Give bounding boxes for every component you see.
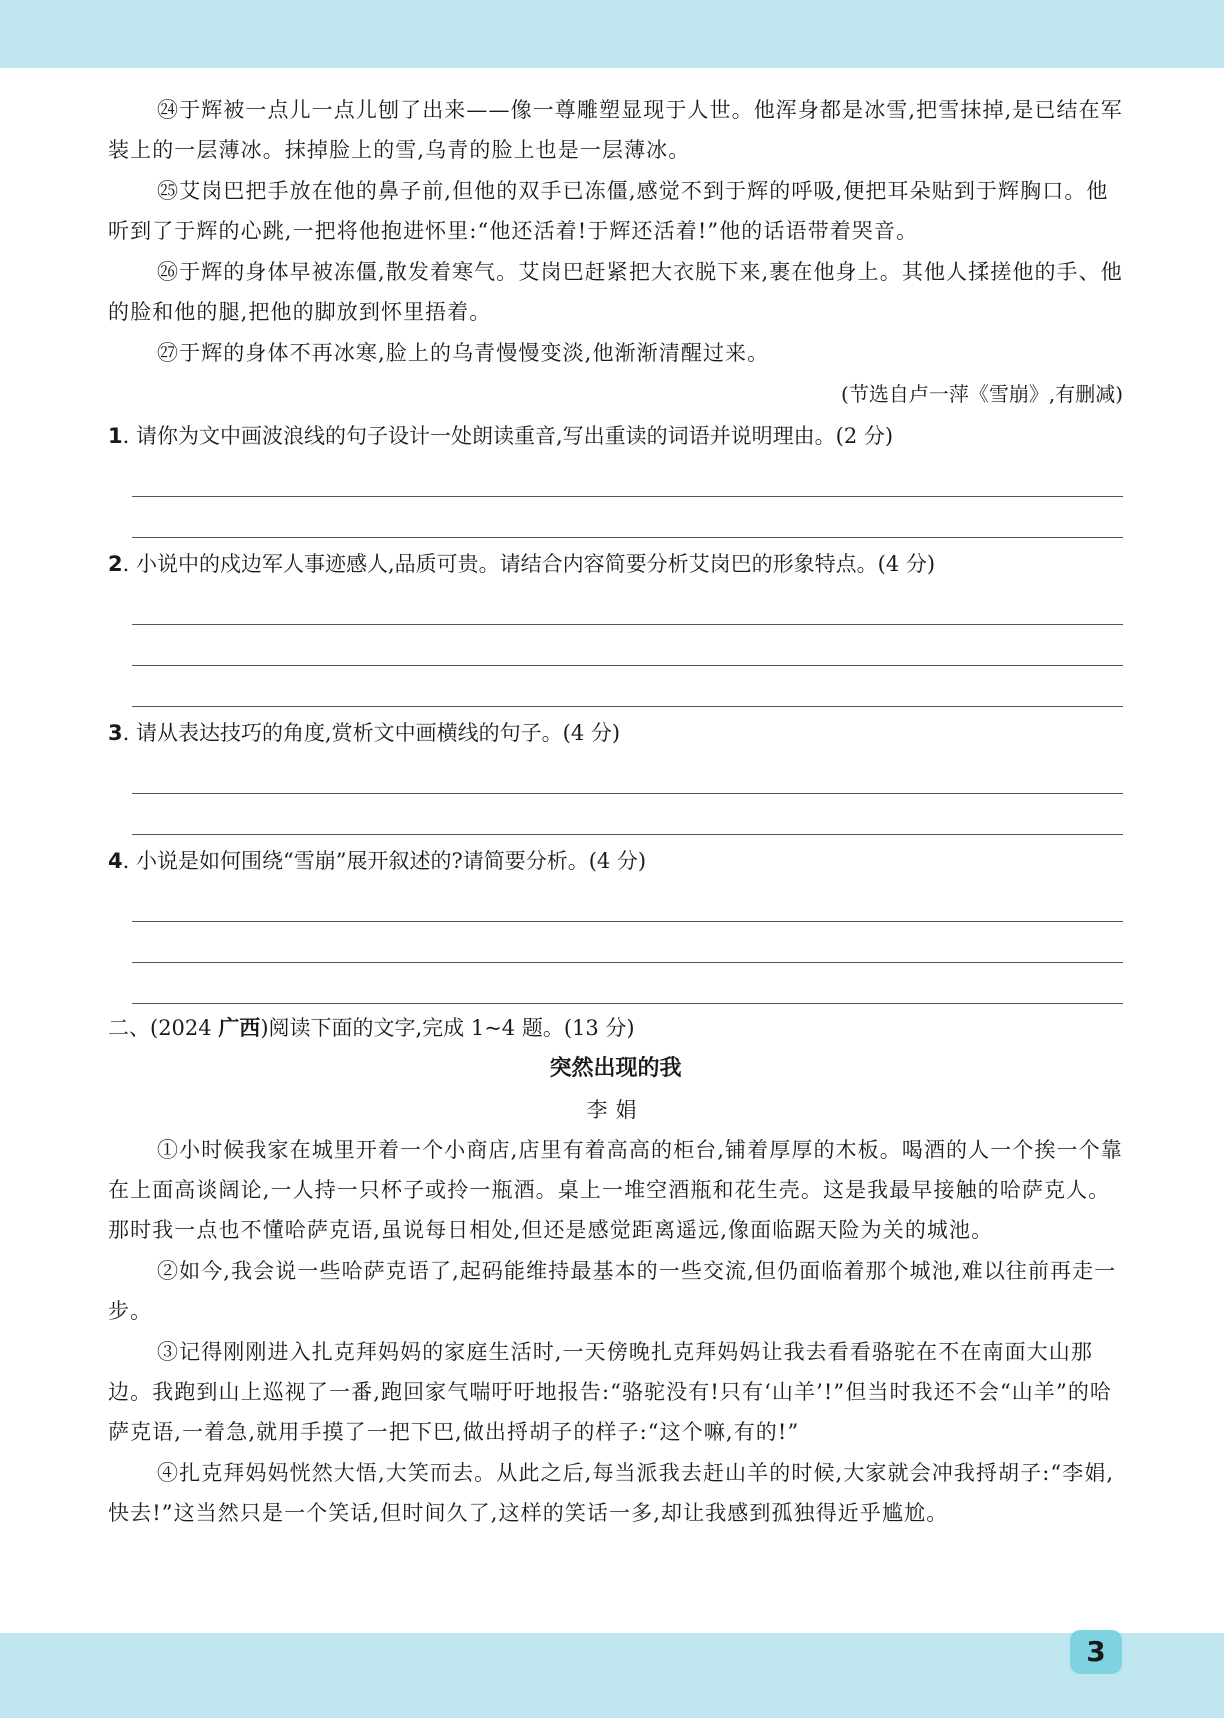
answer-line[interactable] xyxy=(132,794,1123,835)
question-number: 4 xyxy=(108,849,123,873)
page-content xyxy=(108,90,1123,1534)
answer-line[interactable] xyxy=(132,963,1123,1004)
question-number: 2 xyxy=(108,552,123,576)
answer-line[interactable] xyxy=(132,497,1123,538)
bottom-band xyxy=(0,1633,1224,1718)
article-author: 李娟 xyxy=(586,1098,645,1122)
passage1-paragraph: ㉔于辉被一点儿一点儿刨了出来——像一尊雕塑显现于人世。他浑身都是冰雪,把雪抹掉,是已结在军装上的一层薄冰。抹掉脸上的雪,乌青的脸上也是一层薄冰。 xyxy=(108,98,1123,162)
article-paragraph: ③记得刚刚进入扎克拜妈妈的家庭生活时,一天傍晚扎克拜妈妈让我去看看骆驼在不在南面大山那边。我跑到山上巡视了一番,跑回家气喘吁吁地报告:“骆驼没有!只有‘山羊’!”但当时我还不会“山羊”的哈萨克语,一着急,就用手摸了一把下巴,做出捋胡子的样子:“这个嘛,有的!” xyxy=(108,1340,1113,1444)
article-paragraph: ①小时候我家在城里开着一个小商店,店里有着高高的柜台,铺着厚厚的木板。喝酒的人一个挨一个靠在上面高谈阔论,一人持一只杯子或拎一瓶酒。桌上一堆空酒瓶和花生壳。这是我最早接触的哈萨克人。那时我一点也不懂哈萨克语,虽说每日相处,但还是感觉距离遥远,像面临踞天险为关的城池。 xyxy=(108,1138,1123,1242)
source-note: (节选自卢一萍《雪崩》,有删减) xyxy=(841,382,1123,406)
answer-line[interactable] xyxy=(132,881,1123,922)
passage1-paragraph: ㉖于辉的身体早被冻僵,散发着寒气。艾岗巴赶紧把大衣脱下来,裹在他身上。其他人揉搓他的手、他的脸和他的腿,把他的脚放到怀里捂着。 xyxy=(108,260,1123,324)
question-text: . 小说中的戍边军人事迹感人,品质可贵。请结合内容简要分析艾岗巴的形象特点。(4 分) xyxy=(122,552,936,576)
answer-line[interactable] xyxy=(132,625,1123,666)
question-number: 3 xyxy=(108,721,123,745)
passage1-paragraph: ㉗于辉的身体不再冰寒,脸上的乌青慢慢变淡,他渐渐清醒过来。 xyxy=(157,341,770,365)
section-2-heading xyxy=(108,1008,1123,1048)
passage1-paragraph: ㉕艾岗巴把手放在他的鼻子前,但他的双手已冻僵,感觉不到于辉的呼吸,便把耳朵贴到于辉胸口。他听到了于辉的心跳,一把将他抱进怀里:“他还活着!于辉还活着!”他的话语带着哭音。 xyxy=(108,179,1109,243)
question-1 xyxy=(108,414,1123,456)
question-text: . 小说是如何围绕“雪崩”展开叙述的?请简要分析。(4 分) xyxy=(122,849,647,873)
article-paragraph: ④扎克拜妈妈恍然大悟,大笑而去。从此之后,每当派我去赶山羊的时候,大家就会冲我捋胡子:“李娟,快去!”这当然只是一个笑话,但时间久了,这样的笑话一多,却让我感到孤独得近乎尴尬。 xyxy=(108,1461,1115,1525)
page-number: 3 xyxy=(1070,1630,1122,1674)
answer-line[interactable] xyxy=(132,584,1123,625)
answer-line[interactable] xyxy=(132,753,1123,794)
section-2-region: 广西 xyxy=(218,1016,261,1040)
section-2-suffix: )阅读下面的文字,完成 1~4 题。(13 分) xyxy=(260,1016,635,1040)
article-paragraph: ②如今,我会说一些哈萨克语了,起码能维持最基本的一些交流,但仍面临着那个城池,难以往前再走一步。 xyxy=(108,1259,1117,1323)
question-3 xyxy=(108,711,1123,753)
question-4 xyxy=(108,839,1123,881)
article-title: 突然出现的我 xyxy=(549,1056,682,1081)
answer-line[interactable] xyxy=(132,456,1123,497)
answer-line[interactable] xyxy=(132,922,1123,963)
answer-line[interactable] xyxy=(132,666,1123,707)
question-text: . 请从表达技巧的角度,赏析文中画横线的句子。(4 分) xyxy=(122,721,621,745)
top-band xyxy=(0,0,1224,68)
question-number: 1 xyxy=(108,424,123,448)
question-text: . 请你为文中画波浪线的句子设计一处朗读重音,写出重读的词语并说明理由。(2 分) xyxy=(122,424,894,448)
question-2 xyxy=(108,542,1123,584)
section-2-prefix: 二、(2024 xyxy=(108,1016,219,1040)
